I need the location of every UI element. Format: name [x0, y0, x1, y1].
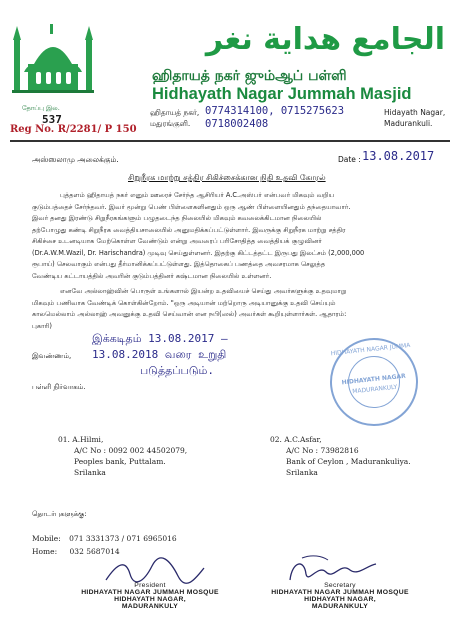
logo-caption: தோப்பு இல.: [22, 104, 60, 112]
paragraph-1: [32, 190, 437, 282]
president-stamp: [50, 582, 250, 610]
address-tamil: ஹிதாயத் நகர்,: [150, 108, 200, 117]
para1-line: சிகிச்சை உடனடியாக மேற்கொள்ள வேண்டும் என்று அவரைப் பரிசோதித்த வைத்தியக் குழுவினர்: [32, 237, 322, 245]
president-town: MADURANKULY: [121, 603, 179, 610]
para1-line: வேண்டிய கட்டாயத்தில் அவரின் குடும்பத்தினர் கஷ்டமான நிலையில் உள்ளனர்.: [32, 271, 272, 280]
president-org: HIDHAYATH NAGAR JUMMAH MOSQUE: [81, 589, 219, 596]
account-1: [58, 434, 228, 478]
home-label: Home:: [32, 547, 58, 556]
handwritten-validity-1: இக்கடிதம் 13.08.2017 —: [92, 332, 228, 345]
para1-line: இவர் தனது இரண்டு சிறுநீரகங்களும் பழுதடைந்த நிலையில் மிகவும் கவலைக்கிடமான நிலையில்: [32, 214, 322, 222]
account-country: Srilanka: [74, 468, 106, 477]
address-english: Hidayath Nagar,: [384, 108, 446, 117]
registration-number: Reg No. R/2281/ P 150: [10, 124, 137, 135]
para2-line: மிகவும் பணிவாக வேண்டிக் கொள்கின்றோம். "ஒரு அடியான் மற்றொரு அடியானுக்கு உதவி செய்யும்: [32, 298, 336, 307]
seal-text-bottom: MADURANKULY: [351, 383, 398, 396]
seal-text-mid: HIDHAYATH NAGAR: [341, 372, 407, 387]
seal-text-top: HIDHAYATH NAGAR JUMMA: [330, 342, 411, 358]
signoff: பள்ளி நிர்வாகம்.: [32, 383, 86, 391]
mosque-logo: [8, 12, 98, 104]
secretary-role: Secretary: [324, 582, 356, 589]
account-holder: 01. A.Hilmi,: [58, 435, 104, 444]
secretary-town: MADURANKULY: [311, 603, 369, 610]
mobile-label: Mobile:: [32, 534, 61, 543]
handwritten-validity-3: படுத்தப்படும்.: [140, 364, 214, 377]
account-bank: Peoples bank, Puttalam.: [74, 457, 166, 466]
reference-number: 537: [42, 113, 62, 126]
english-mosque-name: Hidhayath Nagar Jummah Masjid: [152, 85, 412, 103]
phone-numbers-1: 0774314100, 0715275623: [205, 105, 345, 117]
address-tamil-town: மதுரங்குளி.: [150, 119, 191, 128]
para1-line: தற்போழுது கண்டி சிறுநீரக வைத்தியசாலையில் அனுமதிக்கப்பட்டுள்ளார். இவருக்கு சிறுநீரக மாற்று சத்திர: [32, 225, 346, 234]
home-number: 032 5687014: [69, 547, 120, 556]
closing: இவண்ணம்,: [32, 352, 72, 360]
account-bank: Bank of Ceylon , Madurankuliya.: [286, 457, 411, 466]
phone-numbers-2: 0718002408: [205, 118, 269, 130]
president-role: President: [134, 582, 166, 589]
mosque-seal-stamp: [326, 334, 423, 431]
para1-line: ரூபாய்) செலவாகும் என்பது தீர்மானிக்கப்பட்டுள்ளது. இத்தொகைப் பணத்தை அவசரமாக செலுத்த: [32, 260, 326, 268]
tamil-mosque-name: ஹிதாயத் நகர் ஜும்ஆப் பள்ளி: [152, 68, 347, 84]
account-number: A/C No : 0092 002 44502079,: [74, 446, 188, 455]
para2-line: காலமெல்லாம் அல்லாஹ் அவனுக்கு உதவி செய்வான் என நபி(ஸல்) அவர்கள் கூறியுள்ளார்கள். ஆதாரம்:: [32, 310, 347, 318]
para1-line: குடும்பத்தைச் சேர்ந்தவர். இவர் மூன்று பெண் பிள்ளைகளினதும் ஒரு ஆண் பிள்ளையினதும் தந்தையாவார்.: [32, 202, 351, 211]
secretary-stamp: [240, 582, 440, 610]
president-place: HIDHAYATH NAGAR,: [114, 596, 186, 603]
mobile-contact: [32, 533, 177, 544]
letter-subject: சிறுநீரக மாற்று சத்திர சிகிச்சைக்கான நிதி உதவி கோரல்: [128, 173, 326, 182]
paragraph-2: [32, 286, 437, 332]
secretary-place: HIDHAYATH NAGAR,: [304, 596, 376, 603]
mobile-number: 071 3331373 / 071 6965016: [69, 534, 177, 543]
para2-line: எனவே அல்லாஹ்வின் பொருள் உங்களால் இயன்ற உதவியைச் செய்து அவர்களுக்கு உதவுமாறு: [60, 287, 347, 295]
date-value: 13.08.2017: [362, 149, 435, 163]
account-2: [270, 434, 450, 478]
address-english-town: Madurankuli.: [384, 119, 433, 128]
handwritten-validity-2: 13.08.2018 வரை உறுதி: [92, 348, 227, 361]
contact-label: தொடர்புகளுக்கு:: [32, 510, 87, 518]
greeting: அஸ்ஸலாமு அலைக்கும்.: [32, 155, 119, 164]
para1-line: (Dr.A.W.M.Wazil, Dr. Harischandra) முடிவு செய்துள்ளனர். இதற்கு கிட்டத்தட்ட இருபது இலட்சம் (2,000,000: [32, 248, 365, 257]
account-holder: 02. A.C.Asfar,: [270, 435, 322, 444]
account-number: A/C No : 73982816: [286, 446, 359, 455]
para2-line: புகாரி): [32, 321, 52, 330]
secretary-org: HIDHAYATH NAGAR JUMMAH MOSQUE: [271, 589, 409, 596]
date-label: Date :: [338, 155, 361, 164]
header-divider: [10, 140, 450, 142]
para1-line: புத்தளம் ஹிதாயத் நகர் எனும் ஊரைச் சேர்ந்த ஆசிரியர் A.C.அஸ்பர் என்பவர் மிகவும் வறிய: [60, 191, 335, 199]
arabic-mosque-name: الجامع هداية نغر: [205, 22, 445, 57]
account-country: Srilanka: [286, 468, 318, 477]
